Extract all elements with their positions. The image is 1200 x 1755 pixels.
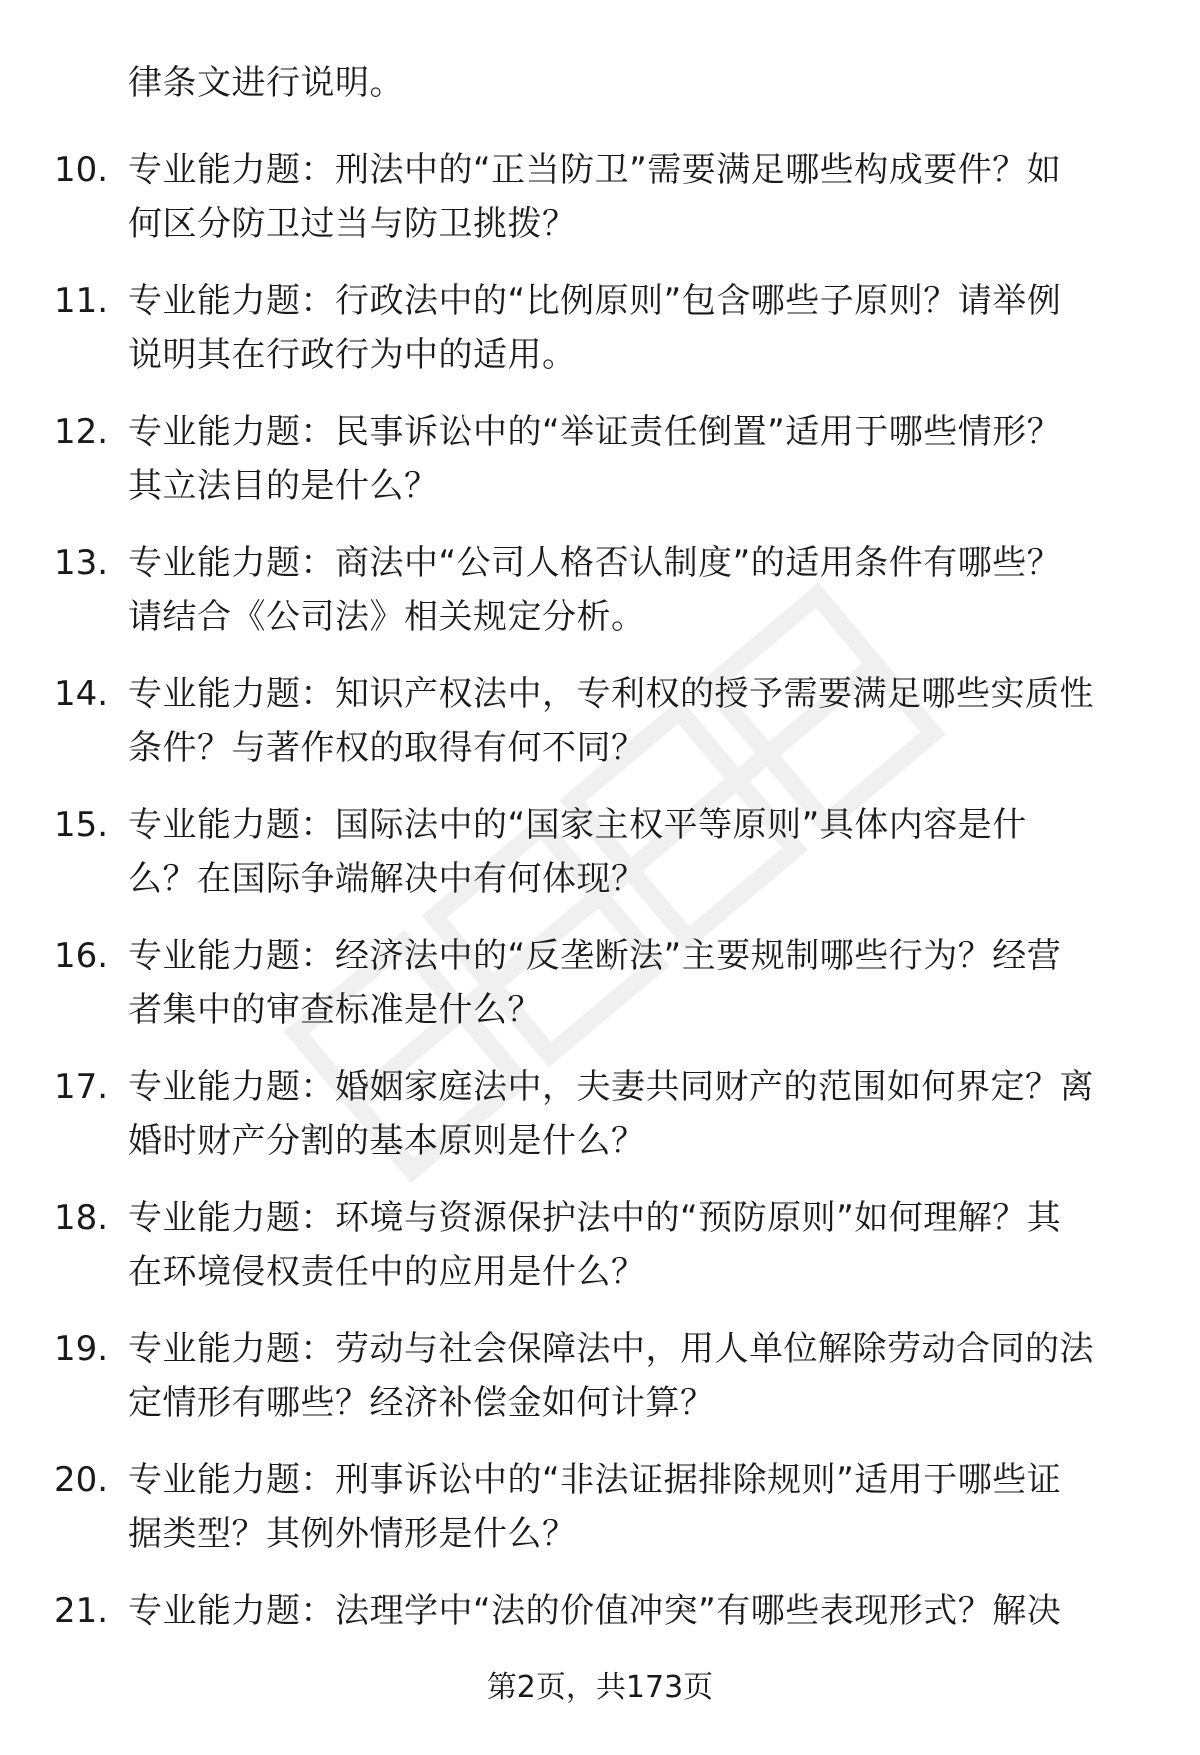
question-number: 17. [54,1067,109,1107]
question-line: 在环境侵权责任中的应用是什么？ [128,1252,646,1292]
question-line: 专业能力题：环境与资源保护法中的“预防原则”如何理解？其 [128,1198,1062,1238]
question-line: 专业能力题：知识产权法中，专利权的授予需要满足哪些实质性 [128,674,1094,714]
question-text [128,1060,1138,1168]
question-text [128,929,1138,1037]
question-text [128,274,1138,382]
question-line: 专业能力题：刑事诉讼中的“非法证据排除规则”适用于哪些证 [128,1460,1062,1500]
question-line: 请结合《公司法》相关规定分析。 [128,597,646,637]
question-number: 14. [54,674,109,714]
list-item [0,274,1200,405]
question-text [128,536,1138,644]
question-text [128,667,1138,775]
question-text [128,1453,1138,1561]
question-line: 专业能力题：商法中“公司人格否认制度”的适用条件有哪些？ [128,543,1062,583]
question-line: 专业能力题：行政法中的“比例原则”包含哪些子原则？请举例 [128,281,1062,321]
question-number: 20. [54,1460,109,1500]
question-text [128,1584,1138,1638]
question-line: 么？在国际争端解决中有何体现？ [128,859,646,899]
question-line: 据类型？其例外情形是什么？ [128,1514,577,1554]
question-line: 专业能力题：经济法中的“反垄断法”主要规制哪些行为？经营 [128,936,1062,976]
question-line: 说明其在行政行为中的适用。 [128,335,577,375]
question-text [128,798,1138,906]
continuation-text: 律条文进行说明。 [128,63,404,103]
list-item [0,798,1200,929]
question-number: 10. [54,150,109,190]
question-number: 13. [54,543,109,583]
question-line: 条件？与著作权的取得有何不同？ [128,728,646,768]
list-item [0,536,1200,667]
question-line: 其立法目的是什么？ [128,466,439,506]
question-line: 专业能力题：婚姻家庭法中，夫妻共同财产的范围如何界定？离 [128,1067,1094,1107]
question-number: 15. [54,805,109,845]
question-line: 者集中的审查标准是什么？ [128,990,542,1030]
question-number: 18. [54,1198,109,1238]
question-line: 何区分防卫过当与防卫挑拨？ [128,204,577,244]
question-number: 21. [54,1591,109,1631]
question-number: 12. [54,412,109,452]
page-footer: 第2页，共173页 [486,1670,714,1705]
question-line: 婚时财产分割的基本原则是什么？ [128,1121,646,1161]
list-item [0,143,1200,274]
question-line: 专业能力题：法理学中“法的价值冲突”有哪些表现形式？解决 [128,1591,1062,1631]
question-number: 16. [54,936,109,976]
question-text [128,1322,1138,1430]
question-line: 专业能力题：国际法中的“国家主权平等原则”具体内容是什 [128,805,1027,845]
list-item [0,1060,1200,1191]
list-item [0,1453,1200,1584]
question-line: 专业能力题：刑法中的“正当防卫”需要满足哪些构成要件？如 [128,150,1062,190]
question-line: 专业能力题：劳动与社会保障法中，用人单位解除劳动合同的法 [128,1329,1094,1369]
list-item [0,1322,1200,1453]
question-text [128,405,1138,513]
question-number: 11. [54,281,109,321]
question-text [128,143,1138,251]
question-line: 定情形有哪些？经济补偿金如何计算？ [128,1383,715,1423]
question-line: 专业能力题：民事诉讼中的“举证责任倒置”适用于哪些情形？ [128,412,1062,452]
list-item [0,405,1200,536]
question-list [0,143,1200,1715]
list-item [0,929,1200,1060]
question-number: 19. [54,1329,109,1369]
question-text [128,1191,1138,1299]
list-item [0,1191,1200,1322]
list-item [0,667,1200,798]
